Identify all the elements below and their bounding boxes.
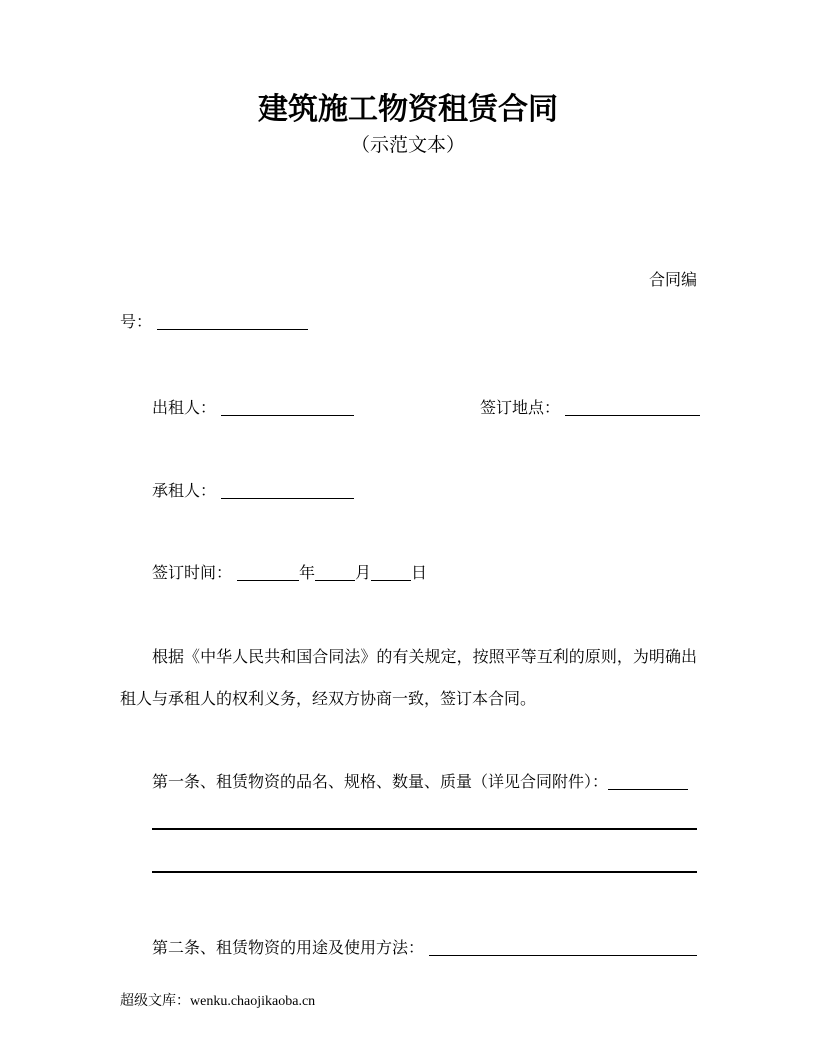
article-2-row	[120, 939, 697, 959]
preamble-paragraph: 根据《中华人民共和国合同法》的有关规定，按照平等互利的原则，为明确出租人与承租人的权利义务，经双方协商一致，签订本合同。	[120, 649, 697, 708]
lessor-blank[interactable]	[221, 400, 354, 416]
lessor-field	[152, 399, 354, 419]
sign-time-label: 签订时间：	[152, 565, 233, 582]
lessee-blank[interactable]	[221, 483, 354, 499]
footer-site-label: 超级文库：	[120, 994, 190, 1009]
footer-site-url: wenku.chaojikaoba.cn	[190, 994, 316, 1009]
document-subtitle: （示范文本）	[350, 135, 465, 156]
article-1-row	[120, 773, 697, 793]
contract-number-wrap-label: 合同编	[648, 272, 697, 289]
sign-place-label: 签订地点：	[480, 400, 561, 417]
document-title: 建筑施工物资租赁合同	[258, 93, 558, 126]
lessee-label: 承租人：	[152, 483, 217, 500]
article-1-blank[interactable]	[608, 774, 688, 790]
month-label: 月	[355, 565, 372, 582]
article-2-blank[interactable]	[429, 940, 697, 956]
sign-time-month-blank[interactable]	[315, 565, 355, 581]
sign-time-day-blank[interactable]	[371, 565, 411, 581]
contract-number-prefix: 号：	[120, 314, 153, 331]
contract-number-row	[120, 313, 308, 333]
sign-place-field	[480, 399, 700, 419]
contract-number-blank[interactable]	[157, 314, 308, 330]
lessor-label: 出租人：	[152, 400, 217, 417]
article-1-fill-line-2[interactable]	[152, 853, 697, 873]
year-label: 年	[299, 565, 316, 582]
day-label: 日	[411, 565, 428, 582]
sign-time-year-blank[interactable]	[237, 565, 299, 581]
article-1-text: 第一条、租赁物资的品名、规格、数量、质量（详见合同附件）：	[152, 774, 609, 791]
sign-time-field	[152, 564, 427, 584]
sign-place-blank[interactable]	[565, 400, 700, 416]
footer-watermark	[120, 993, 315, 1011]
article-2-text: 第二条、租赁物资的用途及使用方法：	[152, 940, 425, 957]
lessee-field	[152, 482, 354, 502]
article-1-fill-line-1[interactable]	[152, 810, 697, 830]
